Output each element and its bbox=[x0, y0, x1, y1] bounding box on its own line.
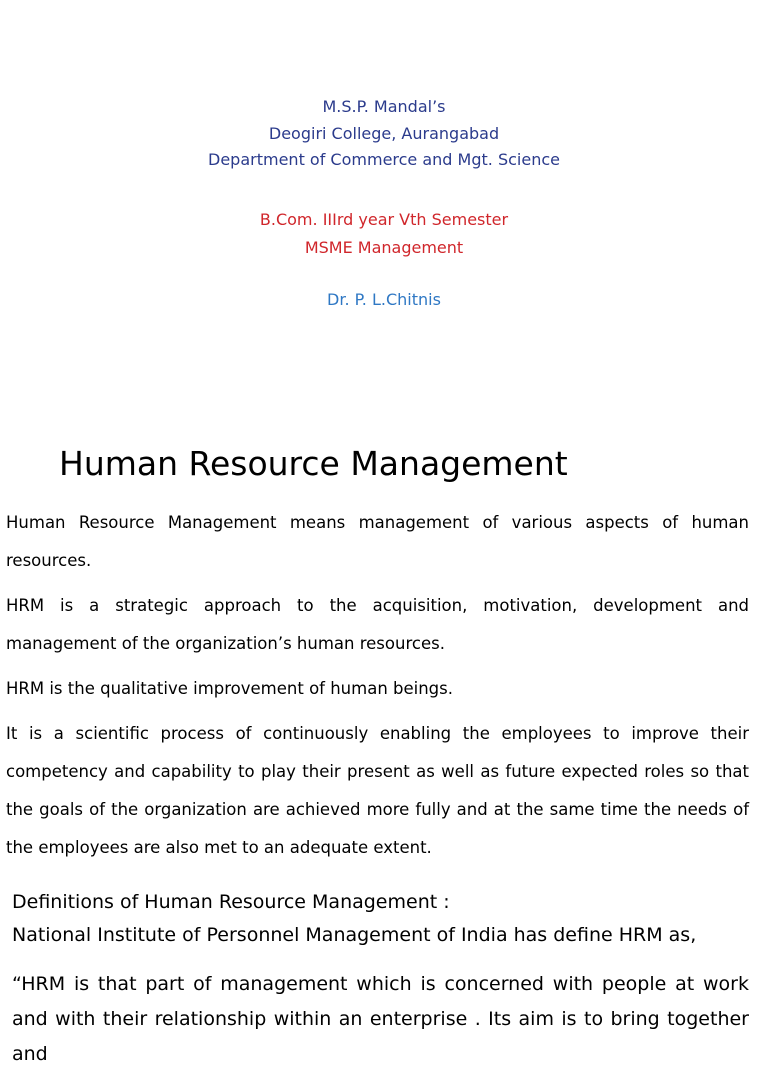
definitions-heading: Definitions of Human Resource Management : bbox=[12, 891, 450, 913]
body-paragraph: It is a scientific process of continuously enabling the employees to improve their competency and capability to play their present as well as future expected roles so that the goals of the organization are achieved more fully and at the same time the needs of the employees are also met to an adequate extent. bbox=[6, 724, 749, 857]
institution-header bbox=[0, 94, 768, 174]
course-subject-line: MSME Management bbox=[304, 237, 464, 257]
course-year-line: B.Com. IIIrd year Vth Semester bbox=[259, 210, 509, 229]
body-paragraph: HRM is the qualitative improvement of human beings. bbox=[6, 679, 453, 698]
college-name-line: Deogiri College, Aurangabad bbox=[268, 123, 500, 143]
definitions-section bbox=[12, 886, 752, 952]
body-paragraph: HRM is a strategic approach to the acquisition, motivation, development and management of the organization’s human resources. bbox=[6, 596, 749, 653]
body-paragraph: Human Resource Management means management of various aspects of human resources. bbox=[6, 513, 749, 570]
definitions-intro: National Institute of Personnel Management of India has define HRM as, bbox=[12, 924, 697, 946]
institution-name-line: M.S.P. Mandal’s bbox=[322, 97, 446, 116]
definition-quote: “HRM is that part of management which is concerned with people at work and with their relationship within an enterprise . Its aim is to bring together and bbox=[12, 973, 749, 1065]
course-header bbox=[0, 206, 768, 261]
author-name: Dr. P. L.Chitnis bbox=[327, 290, 441, 309]
page-title: Human Resource Management bbox=[59, 444, 568, 483]
department-name-line: Department of Commerce and Mgt. Science bbox=[208, 150, 560, 169]
author-header bbox=[0, 287, 768, 314]
